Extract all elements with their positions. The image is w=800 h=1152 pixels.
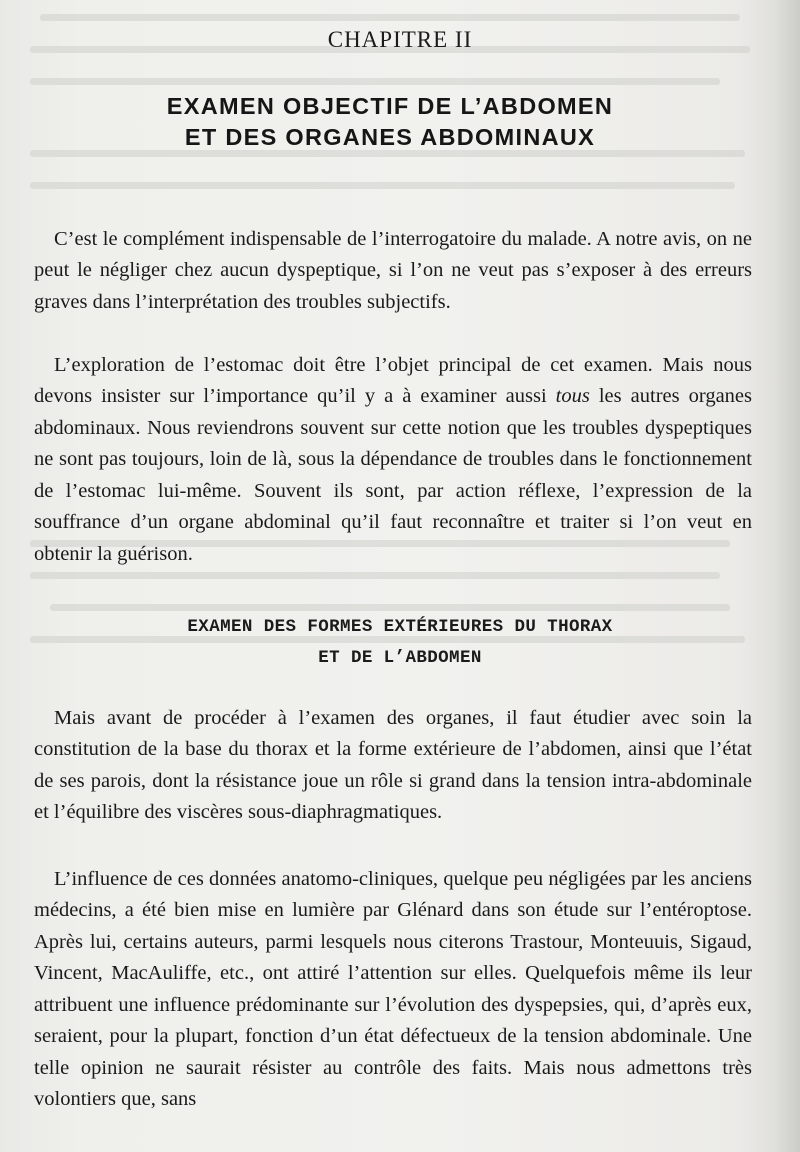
section-heading-line-1: EXAMEN DES FORMES EXTÉRIEURES DU THORAX — [187, 617, 613, 637]
section-heading-line-2: ET DE L’ABDOMEN — [318, 648, 482, 668]
paragraph-2 — [34, 350, 752, 571]
section-heading — [0, 612, 800, 674]
chapter-title-line-2: ET DES ORGANES ABDOMINAUX — [184, 124, 596, 150]
chapter-title — [0, 91, 780, 153]
paragraph-1: C’est le complément indispensable de l’interrogatoire du malade. A notre avis, on ne peut le négliger chez aucun dyspeptique, si l’on ne veut pas s’exposer à des erreurs graves dans l’interprétation des troubles subjectifs. — [34, 227, 752, 313]
paragraph-2-start: L’exploration de l’estomac doit être l’objet principal de cet examen. Mais nous devons insister sur l’importance qu’il y a à examiner aussi — [34, 353, 752, 407]
chapter-heading: CHAPITRE II — [327, 27, 473, 52]
paragraph-2-emphasis: tous — [555, 385, 590, 407]
page-edge-shadow — [774, 0, 800, 1152]
paragraph-2-end: les autres organes abdominaux. Nous reviendrons souvent sur cette notion que les troubles dyspeptiques ne sont pas toujours, loin de là, sous la dépendance de troubles dans le fonctionnement de l’estomac lui-même. Souvent ils sont, par action réflexe, l’expression de la souffrance d’un organe abdominal qu’il faut reconnaître et traiter si l’on veut en obtenir la guérison. — [34, 385, 752, 565]
paragraph-3: Mais avant de procéder à l’examen des organes, il faut étudier avec soin la constitution de la base du thorax et la forme extérieure de l’abdomen, ainsi que l’état de ses parois, dont la résistance joue un rôle si grand dans la tension intra-abdominale et l’équilibre des viscères sous-diaphragmatiques. — [34, 706, 752, 823]
chapter-title-line-1: EXAMEN OBJECTIF DE L’ABDOMEN — [166, 93, 614, 119]
paragraph-4: L’influence de ces données anatomo-cliniques, quelque peu négligées par les anciens médecins, a été bien mise en lumière par Glénard dans son étude sur l’entéroptose. Après lui, certains auteurs, parmi lesquels nous citerons Trastour, Monteuuis, Sigaud, Vincent, MacAuliffe, etc., ont attiré l’attention sur elles. Quelquefois même ils leur attribuent une influence prédominante sur l’évolution des dyspepsies, qui, d’après eux, seraient, pour la plupart, fonction d’un état défectueux de la tension abdominale. Une telle opinion ne saurait résister au contrôle des faits. Mais nous admettons très volontiers que, sans — [34, 867, 752, 1110]
